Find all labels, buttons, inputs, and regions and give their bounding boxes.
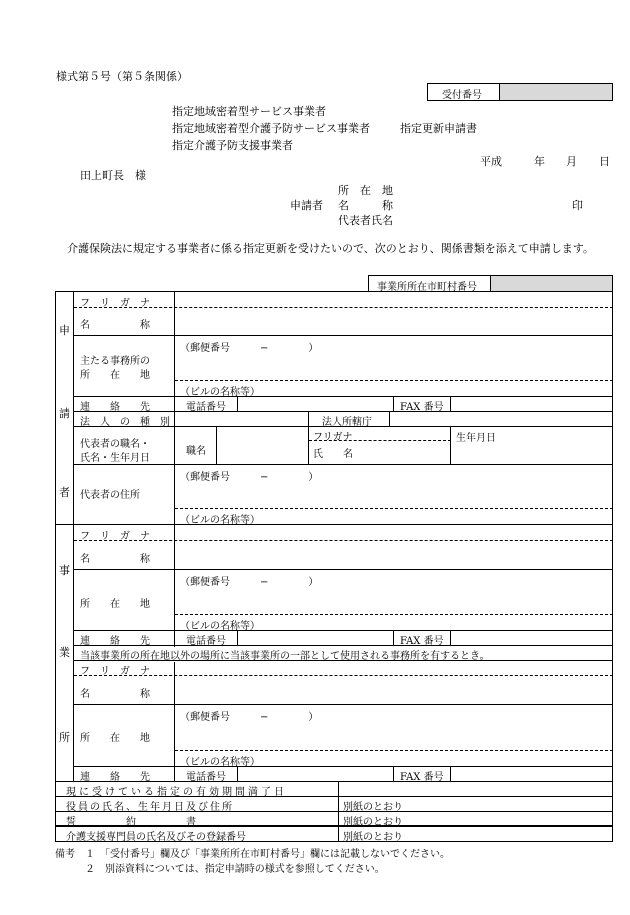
side-char-office-1: 事 (59, 564, 70, 577)
birthdate-label: 生年月日 (456, 433, 496, 444)
side-char-office-3: 所 (59, 731, 70, 744)
intro-text: 介護保険法に規定する事業者に係る指定更新を受けたいので、次のとおり、関係書類を添えて申請します。 (67, 242, 594, 255)
side-char-3: 者 (59, 486, 70, 499)
applicant-name-label: 名 称 (338, 199, 393, 212)
contact-label-1: 連 絡 先 (80, 402, 150, 413)
fax-label-2: FAX 番号 (400, 636, 444, 647)
note-2: ２ 別添資料については、指定申請時の様式を参照してください。 (55, 864, 385, 875)
fax-label-3: FAX 番号 (400, 772, 444, 783)
furigana-label-1: フ リ ガ ナ (80, 298, 150, 309)
date-era: 平成 (480, 155, 502, 168)
shimei-label: 氏 名 (313, 449, 353, 460)
applicant-address-label: 所 在 地 (338, 184, 393, 197)
title-line-3: 指定介護予防支援事業者 (172, 139, 293, 152)
side-char-office-2: 業 (59, 646, 70, 659)
furigana-label-3: フ リ ガ ナ (80, 666, 150, 677)
side-char-1: 申 (59, 324, 70, 337)
job-title-label: 職名 (186, 446, 206, 457)
corp-authority-label: 法人所轄庁 (322, 417, 372, 428)
building-1: （ビルの名称等） (180, 387, 260, 398)
contact-label-3: 連 絡 先 (80, 772, 150, 783)
name-label-3: 名 称 (80, 689, 150, 700)
seal-mark: 印 (572, 199, 583, 212)
title-line-2: 指定地域密着型介護予防サービス事業者 (172, 122, 370, 135)
bottom-row-label-2: 役員の氏名、生年月日及び住所 (66, 802, 234, 813)
building-2: （ビルの名称等） (180, 515, 260, 526)
fax-label-1: FAX 番号 (400, 402, 444, 413)
addressee: 田上町長 様 (80, 169, 146, 182)
date-day: 日 (599, 155, 610, 168)
receipt-number-box (427, 83, 613, 101)
postal-1: （郵便番号 − ） (180, 343, 319, 354)
office-address-label-1: 所 在 地 (80, 599, 150, 610)
furigana-label-2: フ リ ガ ナ (80, 531, 150, 542)
date-month: 月 (566, 155, 577, 168)
contact-label-2: 連 絡 先 (80, 636, 150, 647)
phone-label-1: 電話番号 (186, 402, 226, 413)
bottom-row-value-3: 別紙のとおり (343, 817, 403, 828)
receipt-number-field[interactable] (500, 84, 612, 100)
rep-title-label-2: 氏名・生年月日 (80, 453, 150, 464)
form-id: 様式第５号（第５条関係） (56, 70, 188, 83)
bottom-row-label-4: 介護支援専門員の氏名及びその登録番号 (66, 832, 246, 843)
note-1: 備考 １ 「受付番号」欄及び「事業所所在市町村番号」欄には記載しないでください。 (55, 849, 450, 860)
office-address-label-2: 所 在 地 (80, 733, 150, 744)
municipality-number-box (368, 275, 613, 292)
postal-4: （郵便番号 − ） (180, 712, 319, 723)
bottom-row-label-1: 現に受けている指定の有効期間満了日 (66, 787, 287, 798)
receipt-number-label: 受付番号 (442, 90, 482, 101)
furigana-short-label: フリガナ (313, 432, 353, 443)
postal-3: （郵便番号 − ） (180, 577, 319, 588)
main-office-label-2: 所 在 地 (80, 370, 150, 381)
applicant-name-field[interactable] (176, 308, 612, 334)
municipality-number-field[interactable] (491, 276, 612, 291)
phone-label-3: 電話番号 (186, 772, 226, 783)
title-suffix: 指定更新申請書 (400, 122, 477, 135)
postal-2: （郵便番号 − ） (180, 472, 319, 483)
other-office-note: 当該事業所の所在地以外の場所に当該事業所の一部として使用される事務所を有するとき。 (80, 647, 493, 662)
name-label-2: 名 称 (80, 554, 150, 565)
corp-type-label: 法 人 の 種 別 (80, 417, 170, 428)
name-label-1: 名 称 (80, 320, 150, 331)
bottom-row-label-3: 誓 約 書 (66, 817, 196, 828)
bottom-row-value-2: 別紙のとおり (343, 802, 403, 813)
side-char-2: 請 (59, 407, 70, 420)
applicant-rep-label: 代表者氏名 (338, 214, 393, 227)
building-4: （ビルの名称等） (180, 757, 260, 768)
rep-address-label: 代表者の住所 (80, 490, 140, 501)
applicant-label: 申請者 (290, 199, 323, 212)
bottom-row-value-4: 別紙のとおり (343, 832, 403, 843)
phone-label-2: 電話番号 (186, 636, 226, 647)
rep-title-label-1: 代表者の職名・ (80, 439, 150, 450)
title-line-1: 指定地域密着型サービス事業者 (172, 105, 326, 118)
date-year: 年 (534, 155, 545, 168)
municipality-number-label: 事業所所在市町村番号 (377, 282, 477, 293)
building-3: （ビルの名称等） (180, 621, 260, 632)
main-office-label-1: 主たる事務所の (80, 356, 150, 367)
